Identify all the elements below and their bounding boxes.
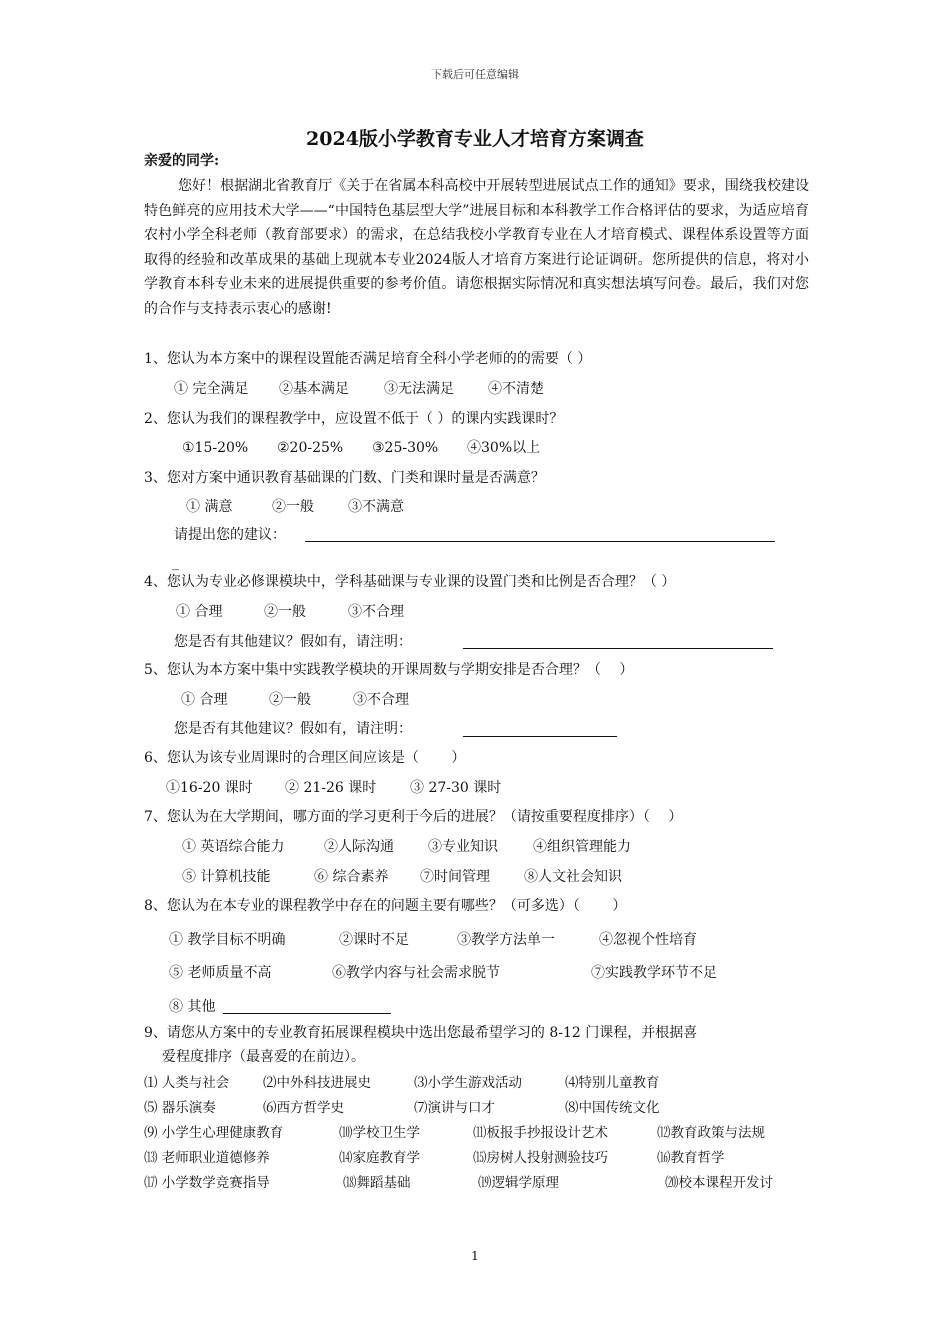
q4-option-2[interactable]: ②一般 — [264, 604, 306, 620]
q9-course-2[interactable]: ⑵中外科技进展史 — [263, 1075, 371, 1091]
q9-course-6[interactable]: ⑹西方哲学史 — [263, 1100, 344, 1116]
greeting: 亲爱的同学: — [144, 153, 220, 169]
q2-option-2[interactable]: ②20-25% — [277, 440, 344, 456]
q9-course-10[interactable]: ⑽学校卫生学 — [339, 1125, 420, 1141]
question-6: 6、您认为该专业周课时的合理区间应该是（ ） — [144, 750, 466, 766]
q9-course-1[interactable]: ⑴ 人类与社会 — [144, 1075, 230, 1091]
question-4: 4、您认为专业必修课模块中，学科基础课与专业课的设置门类和比例是否合理？（ ） — [144, 574, 676, 590]
q9-course-8[interactable]: ⑻中国传统文化 — [565, 1100, 660, 1116]
q9-course-15[interactable]: ⒂房树人投射测验技巧 — [473, 1150, 608, 1166]
page-title: 2024版小学教育专业人才培育方案调查 — [306, 128, 644, 150]
question-5: 5、您认为本方案中集中实践教学模块的开课周数与学期安排是否合理？（ ） — [144, 662, 634, 678]
q7-option-5[interactable]: ⑤ 计算机技能 — [182, 869, 271, 885]
q8-option-1[interactable]: ① 教学目标不明确 — [169, 932, 286, 948]
q9-course-16[interactable]: ⒃教育哲学 — [657, 1150, 725, 1166]
intro-paragraph — [144, 174, 809, 321]
q2-option-1[interactable]: ①15-20% — [182, 440, 249, 456]
q7-option-8[interactable]: ⑧人文社会知识 — [524, 869, 622, 885]
q7-option-4[interactable]: ④组织管理能力 — [533, 839, 631, 855]
q7-option-6[interactable]: ⑥ 综合素养 — [314, 869, 389, 885]
page-number: 1 — [471, 1249, 479, 1263]
q4-suggest-label: 您是否有其他建议？假如有，请注明： — [174, 634, 412, 650]
q9-course-17[interactable]: ⒄ 小学数学竞赛指导 — [144, 1175, 270, 1191]
q9-course-14[interactable]: ⒁家庭教育学 — [339, 1150, 420, 1166]
q2-option-3[interactable]: ③25-30% — [372, 440, 439, 456]
intro-text: 您好！根据湖北省教育厅《关于在省属本科高校中开展转型进展试点工作的通知》要求，围绕我校建设特色鲜亮的应用技术大学——“中国特色基层型大学”进展目标和本科教学工作合格评估的要求，为适应培育农村小学全科老师（教育部要求）的需求，在总结我校小学教育专业在人才培育模式、课程体系设置等方面取得的经验和改革成果的基础上现就本专业2024版人才培育方案进行论证调研。您所提供的信息，将对小学教育本科专业未来的进展提供重要的参考价值。请您根据实际情况和真实想法填写问卷。最后，我们对您的合作与支持表示衷心的感谢! — [144, 178, 809, 317]
q9-course-13[interactable]: ⒀ 老师职业道德修养 — [144, 1150, 270, 1166]
q1-option-1[interactable]: ① 完全满足 — [174, 381, 249, 397]
q9-course-7[interactable]: ⑺演讲与口才 — [414, 1100, 495, 1116]
q8-option-2[interactable]: ②课时不足 — [339, 932, 409, 948]
q5-suggest-label: 您是否有其他建议？假如有，请注明： — [174, 721, 412, 737]
q9-course-12[interactable]: ⑿教育政策与法规 — [657, 1125, 765, 1141]
q9-course-20[interactable]: ⒇校本课程开发讨 — [665, 1175, 773, 1191]
q9-course-3[interactable]: ⑶小学生游戏活动 — [414, 1075, 522, 1091]
q9-course-19[interactable]: ⒆逻辑学原理 — [478, 1175, 559, 1191]
q8-option-6[interactable]: ⑥教学内容与社会需求脱节 — [332, 965, 500, 981]
q9-course-9[interactable]: ⑼ 小学生心理健康教育 — [144, 1125, 284, 1141]
header-note: 下载后可任意编辑 — [431, 68, 519, 81]
q8-other-field[interactable] — [223, 1013, 391, 1014]
q9-course-11[interactable]: ⑾板报手抄报设计艺术 — [473, 1125, 608, 1141]
q8-option-7[interactable]: ⑦实践教学环节不足 — [591, 965, 717, 981]
q6-option-1[interactable]: ①16-20 课时 — [166, 780, 253, 796]
q8-option-8[interactable]: ⑧ 其他 — [169, 999, 216, 1015]
q7-option-2[interactable]: ②人际沟通 — [324, 839, 394, 855]
q3-option-3[interactable]: ③不满意 — [348, 499, 404, 515]
question-2: 2、您认为我们的课程教学中，应设置不低于（ ）的课内实践课时？ — [144, 411, 564, 427]
q3-suggest-dash: _ — [172, 555, 179, 571]
q8-option-5[interactable]: ⑤ 老师质量不高 — [169, 965, 272, 981]
q7-option-7[interactable]: ⑦时间管理 — [420, 869, 490, 885]
q1-option-2[interactable]: ②基本满足 — [279, 381, 349, 397]
question-3: 3、您对方案中通识教育基础课的门数、门类和课时量是否满意？ — [144, 470, 545, 486]
q8-option-3[interactable]: ③教学方法单一 — [457, 932, 555, 948]
q9-course-18[interactable]: ⒅舞蹈基础 — [343, 1175, 411, 1191]
q7-option-3[interactable]: ③专业知识 — [428, 839, 498, 855]
q8-option-4[interactable]: ④忽视个性培育 — [599, 932, 697, 948]
q9-course-5[interactable]: ⑸ 器乐演奏 — [144, 1100, 216, 1116]
q5-option-1[interactable]: ① 合理 — [181, 692, 228, 708]
q5-option-2[interactable]: ②一般 — [269, 692, 311, 708]
q4-suggest-field[interactable] — [463, 648, 773, 649]
q3-option-2[interactable]: ②一般 — [272, 499, 314, 515]
question-9-line-2: 爱程度排序（最喜爱的在前边）。 — [162, 1049, 365, 1065]
q6-option-3[interactable]: ③ 27-30 课时 — [410, 780, 502, 796]
q2-option-4[interactable]: ④30%以上 — [467, 440, 541, 456]
question-8: 8、您认为在本专业的课程教学中存在的问题主要有哪些？（可多选）（ ） — [144, 898, 627, 914]
q3-suggest-field[interactable] — [305, 541, 775, 542]
q1-option-4[interactable]: ④不清楚 — [488, 381, 544, 397]
q3-suggest-label: 请提出您的建议： — [174, 527, 286, 543]
question-9-line-1: 9、请您从方案中的专业教育拓展课程模块中选出您最希望学习的 8-12 门课程，并根据喜 — [144, 1025, 698, 1041]
q1-option-3[interactable]: ③无法满足 — [384, 381, 454, 397]
q3-option-1[interactable]: ① 满意 — [186, 499, 233, 515]
q7-option-1[interactable]: ① 英语综合能力 — [182, 839, 285, 855]
q6-option-2[interactable]: ② 21-26 课时 — [285, 780, 377, 796]
question-7: 7、您认为在大学期间，哪方面的学习更利于今后的进展？（请按重要程度排序）（ ） — [144, 809, 683, 825]
q4-option-3[interactable]: ③不合理 — [348, 604, 404, 620]
q5-suggest-field[interactable] — [463, 736, 617, 737]
q9-course-4[interactable]: ⑷特别儿童教育 — [565, 1075, 660, 1091]
q5-option-3[interactable]: ③不合理 — [353, 692, 409, 708]
q4-option-1[interactable]: ① 合理 — [176, 604, 223, 620]
question-1: 1、您认为本方案中的课程设置能否满足培育全科小学老师的的需要（ ） — [144, 351, 592, 367]
